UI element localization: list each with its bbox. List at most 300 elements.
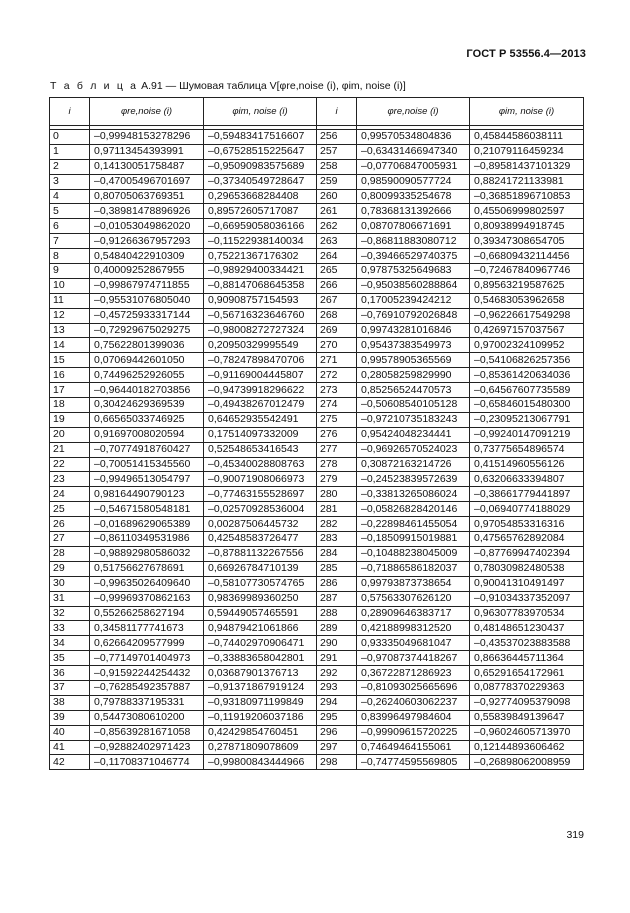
table-cell: –0,99635026409640 bbox=[90, 576, 204, 591]
table-cell: 0,07069442601050 bbox=[90, 353, 204, 368]
table-cell: 0,54840422910309 bbox=[90, 249, 204, 264]
table-cell: 0,98164490790123 bbox=[90, 487, 204, 502]
table-cell: 0,80938994918745 bbox=[470, 219, 584, 234]
table-cell: –0,56716323646760 bbox=[204, 308, 317, 323]
table-cell: –0,91592244254432 bbox=[90, 666, 204, 681]
table-cell: 0,27871809078609 bbox=[204, 740, 317, 755]
table-cell: 31 bbox=[50, 591, 90, 606]
table-cell: –0,78247898470706 bbox=[204, 353, 317, 368]
table-row bbox=[50, 740, 584, 755]
table-cell: –0,07706847005931 bbox=[357, 159, 470, 174]
table-cell: 279 bbox=[317, 472, 357, 487]
table-cell: –0,81093025665696 bbox=[357, 680, 470, 695]
table-cell: 259 bbox=[317, 174, 357, 189]
table-cell: 0,99570534804836 bbox=[357, 130, 470, 145]
table-cell: 280 bbox=[317, 487, 357, 502]
table-cell: 0,48148651230437 bbox=[470, 621, 584, 636]
table-cell: 0,57563307626120 bbox=[357, 591, 470, 606]
table-cell: –0,92882402971423 bbox=[90, 740, 204, 755]
table-cell: –0,37340549728647 bbox=[204, 174, 317, 189]
header-re-right: φre,noise (i) bbox=[357, 98, 470, 126]
table-cell: 4 bbox=[50, 189, 90, 204]
table-cell: 0,99578905365569 bbox=[357, 353, 470, 368]
table-cell: 0,96307783970534 bbox=[470, 606, 584, 621]
table-cell: 286 bbox=[317, 576, 357, 591]
table-cell: –0,97210735183243 bbox=[357, 412, 470, 427]
table-cell: 0,88241721133981 bbox=[470, 174, 584, 189]
table-body bbox=[50, 130, 584, 770]
table-cell: 278 bbox=[317, 457, 357, 472]
table-cell: –0,85361420634036 bbox=[470, 368, 584, 383]
table-cell: –0,45340028808763 bbox=[204, 457, 317, 472]
table-cell: 0,90908757154593 bbox=[204, 293, 317, 308]
table-row bbox=[50, 487, 584, 502]
table-cell: 294 bbox=[317, 695, 357, 710]
table-cell: 297 bbox=[317, 740, 357, 755]
table-cell: 0,74496252926055 bbox=[90, 368, 204, 383]
table-cell: 0,55266258627194 bbox=[90, 606, 204, 621]
table-cell: 8 bbox=[50, 249, 90, 264]
table-cell: –0,96440182703856 bbox=[90, 383, 204, 398]
caption-label: Т а б л и ц а bbox=[50, 80, 139, 92]
table-cell: –0,74774595569805 bbox=[357, 755, 470, 770]
table-cell: –0,59483417516607 bbox=[204, 130, 317, 145]
table-cell: 0,85256524470573 bbox=[357, 383, 470, 398]
table-cell: 0,93335049681047 bbox=[357, 636, 470, 651]
table-row bbox=[50, 338, 584, 353]
table-cell: –0,95038560288864 bbox=[357, 278, 470, 293]
table-cell: 0,95437383549973 bbox=[357, 338, 470, 353]
table-cell: –0,06940774188029 bbox=[470, 502, 584, 517]
table-cell: 0,80705063769351 bbox=[90, 189, 204, 204]
table-cell: –0,98008272727324 bbox=[204, 323, 317, 338]
table-cell: 17 bbox=[50, 383, 90, 398]
table-row bbox=[50, 130, 584, 145]
table-cell: 32 bbox=[50, 606, 90, 621]
table-row bbox=[50, 561, 584, 576]
table-cell: 291 bbox=[317, 651, 357, 666]
table-cell: –0,98929400334421 bbox=[204, 264, 317, 279]
table-cell: 0,29653668284408 bbox=[204, 189, 317, 204]
table-cell: 0,51756627678691 bbox=[90, 561, 204, 576]
table-cell: –0,91034337352097 bbox=[470, 591, 584, 606]
table-cell: –0,01053049862020 bbox=[90, 219, 204, 234]
table-cell: –0,33883658042801 bbox=[204, 651, 317, 666]
table-cell: 275 bbox=[317, 412, 357, 427]
table-cell: 0,36722871286923 bbox=[357, 666, 470, 681]
table-cell: –0,33813265086024 bbox=[357, 487, 470, 502]
table-cell: 261 bbox=[317, 204, 357, 219]
table-cell: –0,91371867919124 bbox=[204, 680, 317, 695]
table-cell: 290 bbox=[317, 636, 357, 651]
table-cell: 36 bbox=[50, 666, 90, 681]
table-cell: 0,75221367176302 bbox=[204, 249, 317, 264]
table-row bbox=[50, 666, 584, 681]
table-cell: 0,94879421061866 bbox=[204, 621, 317, 636]
table-cell: 289 bbox=[317, 621, 357, 636]
table-row bbox=[50, 174, 584, 189]
table-cell: 0,79788337195331 bbox=[90, 695, 204, 710]
table-cell: –0,77463155528697 bbox=[204, 487, 317, 502]
table-cell: –0,58107730574765 bbox=[204, 576, 317, 591]
table-cell: 264 bbox=[317, 249, 357, 264]
table-cell: –0,86811883080712 bbox=[357, 234, 470, 249]
table-cell: 3 bbox=[50, 174, 90, 189]
table-cell: –0,39466529740375 bbox=[357, 249, 470, 264]
page-number: 319 bbox=[566, 829, 584, 841]
table-cell: 15 bbox=[50, 353, 90, 368]
table-cell: 0 bbox=[50, 130, 90, 145]
table-cell: 0,78030982480538 bbox=[470, 561, 584, 576]
table-cell: 0,65291654172961 bbox=[470, 666, 584, 681]
table-cell: 260 bbox=[317, 189, 357, 204]
header-i-right: i bbox=[317, 98, 357, 126]
table-cell: 0,83996497984604 bbox=[357, 710, 470, 725]
table-cell: 39 bbox=[50, 710, 90, 725]
table-cell: 0,42697157037567 bbox=[470, 323, 584, 338]
table-row bbox=[50, 264, 584, 279]
table-cell: 16 bbox=[50, 368, 90, 383]
table-row bbox=[50, 680, 584, 695]
table-cell: 6 bbox=[50, 219, 90, 234]
table-cell: –0,99240147091219 bbox=[470, 427, 584, 442]
table-row bbox=[50, 144, 584, 159]
table-cell: 34 bbox=[50, 636, 90, 651]
table-cell: 19 bbox=[50, 412, 90, 427]
table-cell: 0,30424629369539 bbox=[90, 398, 204, 413]
table-cell: –0,66809432114456 bbox=[470, 249, 584, 264]
table-row bbox=[50, 517, 584, 532]
table-cell: 0,39347308654705 bbox=[470, 234, 584, 249]
table-cell: 0,75622801399036 bbox=[90, 338, 204, 353]
table-cell: –0,54106826257356 bbox=[470, 353, 584, 368]
table-cell: 266 bbox=[317, 278, 357, 293]
table-cell: –0,26240603062237 bbox=[357, 695, 470, 710]
table-cell: 21 bbox=[50, 442, 90, 457]
table-cell: 30 bbox=[50, 576, 90, 591]
table-cell: –0,99909615720225 bbox=[357, 725, 470, 740]
table-row bbox=[50, 710, 584, 725]
table-cell: 0,62664209577999 bbox=[90, 636, 204, 651]
table-cell: –0,49438267012479 bbox=[204, 398, 317, 413]
table-cell: 0,41514960556126 bbox=[470, 457, 584, 472]
table-row bbox=[50, 606, 584, 621]
table-cell: 0,42548583726477 bbox=[204, 532, 317, 547]
table-cell: 0,97002324109952 bbox=[470, 338, 584, 353]
table-row bbox=[50, 755, 584, 770]
table-cell: 0,20950329995549 bbox=[204, 338, 317, 353]
table-cell: 22 bbox=[50, 457, 90, 472]
table-cell: –0,87881132267556 bbox=[204, 546, 317, 561]
header-im-right: φim, noise (i) bbox=[470, 98, 584, 126]
table-cell: –0,87769947402394 bbox=[470, 546, 584, 561]
table-cell: 0,99793873738654 bbox=[357, 576, 470, 591]
table-cell: 0,66565033746925 bbox=[90, 412, 204, 427]
table-cell: –0,99969370862163 bbox=[90, 591, 204, 606]
header-i-left: i bbox=[50, 98, 90, 126]
table-cell: –0,05826828420146 bbox=[357, 502, 470, 517]
table-row bbox=[50, 323, 584, 338]
table-row bbox=[50, 249, 584, 264]
noise-table bbox=[49, 97, 584, 770]
table-cell: 298 bbox=[317, 755, 357, 770]
table-cell: 277 bbox=[317, 442, 357, 457]
table-cell: 270 bbox=[317, 338, 357, 353]
table-cell: 0,80099335254678 bbox=[357, 189, 470, 204]
table-cell: 7 bbox=[50, 234, 90, 249]
table-cell: –0,50608540105128 bbox=[357, 398, 470, 413]
table-cell: –0,72467840967746 bbox=[470, 264, 584, 279]
table-cell: 0,95424048234441 bbox=[357, 427, 470, 442]
table-cell: 25 bbox=[50, 502, 90, 517]
table-cell: –0,63431466947340 bbox=[357, 144, 470, 159]
table-cell: 0,86636445711364 bbox=[470, 651, 584, 666]
table-cell: –0,74402970906471 bbox=[204, 636, 317, 651]
table-row bbox=[50, 502, 584, 517]
table-row bbox=[50, 219, 584, 234]
table-cell: 262 bbox=[317, 219, 357, 234]
table-row bbox=[50, 695, 584, 710]
table-cell: 26 bbox=[50, 517, 90, 532]
table-cell: –0,99496513054797 bbox=[90, 472, 204, 487]
table-row bbox=[50, 234, 584, 249]
table-row bbox=[50, 308, 584, 323]
table-cell: 0,97875325649683 bbox=[357, 264, 470, 279]
table-cell: 0,40009252867955 bbox=[90, 264, 204, 279]
table-row bbox=[50, 368, 584, 383]
table-row bbox=[50, 576, 584, 591]
table-cell: 0,28909646383717 bbox=[357, 606, 470, 621]
table-row bbox=[50, 457, 584, 472]
table-cell: 292 bbox=[317, 666, 357, 681]
table-cell: 23 bbox=[50, 472, 90, 487]
table-row bbox=[50, 546, 584, 561]
table-cell: –0,70051415345560 bbox=[90, 457, 204, 472]
table-cell: –0,92774095379098 bbox=[470, 695, 584, 710]
table-cell: 269 bbox=[317, 323, 357, 338]
table-cell: 0,12144893606462 bbox=[470, 740, 584, 755]
table-cell: –0,98892980586032 bbox=[90, 546, 204, 561]
table-row bbox=[50, 398, 584, 413]
table-cell: –0,88147068645358 bbox=[204, 278, 317, 293]
table-cell: 285 bbox=[317, 561, 357, 576]
table-cell: 0,89563219587625 bbox=[470, 278, 584, 293]
table-cell: –0,66959058036166 bbox=[204, 219, 317, 234]
table-cell: 0,64652935542491 bbox=[204, 412, 317, 427]
table-row bbox=[50, 532, 584, 547]
table-cell: –0,02570928536004 bbox=[204, 502, 317, 517]
table-cell: 273 bbox=[317, 383, 357, 398]
table-row bbox=[50, 159, 584, 174]
table-cell: 0,99743281016846 bbox=[357, 323, 470, 338]
table-row bbox=[50, 472, 584, 487]
table-row bbox=[50, 383, 584, 398]
table-header-row bbox=[50, 98, 584, 126]
table-row bbox=[50, 278, 584, 293]
table-cell: –0,26898062008959 bbox=[470, 755, 584, 770]
table-row bbox=[50, 293, 584, 308]
table-cell: 0,47565762892084 bbox=[470, 532, 584, 547]
table-cell: 0,97054853316316 bbox=[470, 517, 584, 532]
table-cell: 267 bbox=[317, 293, 357, 308]
table-cell: 0,78368131392666 bbox=[357, 204, 470, 219]
table-cell: 0,42429854760451 bbox=[204, 725, 317, 740]
table-cell: 0,73775654896574 bbox=[470, 442, 584, 457]
table-cell: 37 bbox=[50, 680, 90, 695]
table-cell: 256 bbox=[317, 130, 357, 145]
table-cell: 41 bbox=[50, 740, 90, 755]
table-cell: 0,14130051758487 bbox=[90, 159, 204, 174]
table-cell: –0,99800843444966 bbox=[204, 755, 317, 770]
table-cell: 0,08707806671691 bbox=[357, 219, 470, 234]
table-cell: 0,54683053962658 bbox=[470, 293, 584, 308]
table-cell: –0,65846015480300 bbox=[470, 398, 584, 413]
table-cell: 0,08778370229363 bbox=[470, 680, 584, 695]
table-row bbox=[50, 189, 584, 204]
table-cell: –0,24523839572639 bbox=[357, 472, 470, 487]
caption-text: А.91 — Шумовая таблица V[φre,noise (i), φim, noise (i)] bbox=[141, 80, 406, 92]
table-cell: –0,23095213067791 bbox=[470, 412, 584, 427]
table-cell: –0,01689629065389 bbox=[90, 517, 204, 532]
table-cell: 42 bbox=[50, 755, 90, 770]
table-cell: 35 bbox=[50, 651, 90, 666]
table-cell: –0,47005496701697 bbox=[90, 174, 204, 189]
table-cell: 0,54473080610200 bbox=[90, 710, 204, 725]
table-cell: –0,11708371046774 bbox=[90, 755, 204, 770]
table-cell: 287 bbox=[317, 591, 357, 606]
table-cell: 0,90041310491497 bbox=[470, 576, 584, 591]
table-cell: 0,00287506445732 bbox=[204, 517, 317, 532]
table-cell: 271 bbox=[317, 353, 357, 368]
table-cell: 276 bbox=[317, 427, 357, 442]
table-cell: –0,11522938140034 bbox=[204, 234, 317, 249]
table-cell: –0,91169004445807 bbox=[204, 368, 317, 383]
table-cell: –0,72929675029275 bbox=[90, 323, 204, 338]
table-cell: 0,42188998312520 bbox=[357, 621, 470, 636]
table-cell: 33 bbox=[50, 621, 90, 636]
table-cell: –0,67528515225647 bbox=[204, 144, 317, 159]
table-row bbox=[50, 636, 584, 651]
table-cell: –0,97087374418267 bbox=[357, 651, 470, 666]
table-cell: 0,98590090577724 bbox=[357, 174, 470, 189]
table-cell: 0,17514097332009 bbox=[204, 427, 317, 442]
table-cell: 296 bbox=[317, 725, 357, 740]
table-cell: –0,85639281671058 bbox=[90, 725, 204, 740]
table-cell: 282 bbox=[317, 517, 357, 532]
table-cell: –0,64567607735589 bbox=[470, 383, 584, 398]
table-cell: 0,45844586038111 bbox=[470, 130, 584, 145]
table-cell: –0,70774918760427 bbox=[90, 442, 204, 457]
table-cell: –0,10488238045009 bbox=[357, 546, 470, 561]
table-cell: 5 bbox=[50, 204, 90, 219]
header-im-left: φim, noise (i) bbox=[204, 98, 317, 126]
table-row bbox=[50, 651, 584, 666]
table-cell: 257 bbox=[317, 144, 357, 159]
header-re-left: φre,noise (i) bbox=[90, 98, 204, 126]
table-cell: –0,11919206037186 bbox=[204, 710, 317, 725]
table-cell: 11 bbox=[50, 293, 90, 308]
table-cell: 2 bbox=[50, 159, 90, 174]
table-cell: 265 bbox=[317, 264, 357, 279]
table-row bbox=[50, 204, 584, 219]
table-cell: 281 bbox=[317, 502, 357, 517]
table-cell: –0,76285492357887 bbox=[90, 680, 204, 695]
table-cell: 29 bbox=[50, 561, 90, 576]
table-cell: 14 bbox=[50, 338, 90, 353]
table-cell: –0,22898461455054 bbox=[357, 517, 470, 532]
table-cell: –0,36851896710853 bbox=[470, 189, 584, 204]
table-cell: 274 bbox=[317, 398, 357, 413]
table-cell: 0,63206633394807 bbox=[470, 472, 584, 487]
table-cell: –0,77149701404973 bbox=[90, 651, 204, 666]
table-cell: 9 bbox=[50, 264, 90, 279]
table-cell: –0,95531076805040 bbox=[90, 293, 204, 308]
table-cell: –0,38981478896926 bbox=[90, 204, 204, 219]
table-cell: 288 bbox=[317, 606, 357, 621]
table-cell: 24 bbox=[50, 487, 90, 502]
table-cell: 10 bbox=[50, 278, 90, 293]
table-cell: –0,76910792026848 bbox=[357, 308, 470, 323]
table-cell: 0,55839849139647 bbox=[470, 710, 584, 725]
table-cell: 272 bbox=[317, 368, 357, 383]
table-cell: 0,59449057465591 bbox=[204, 606, 317, 621]
table-cell: 1 bbox=[50, 144, 90, 159]
table-cell: 18 bbox=[50, 398, 90, 413]
table-cell: 0,28058259829990 bbox=[357, 368, 470, 383]
table-cell: –0,54671580548181 bbox=[90, 502, 204, 517]
standard-header: ГОСТ Р 53556.4—2013 bbox=[466, 48, 586, 60]
table-cell: –0,96226617549298 bbox=[470, 308, 584, 323]
table-caption bbox=[50, 80, 406, 92]
table-cell: 293 bbox=[317, 680, 357, 695]
table-cell: 0,91697008020594 bbox=[90, 427, 204, 442]
table-cell: 295 bbox=[317, 710, 357, 725]
table-cell: 263 bbox=[317, 234, 357, 249]
table-cell: 27 bbox=[50, 532, 90, 547]
table-cell: –0,90071908066973 bbox=[204, 472, 317, 487]
table-row bbox=[50, 725, 584, 740]
table-cell: –0,89581437101329 bbox=[470, 159, 584, 174]
table-cell: –0,43537023883588 bbox=[470, 636, 584, 651]
table-cell: –0,38661779441897 bbox=[470, 487, 584, 502]
table-row bbox=[50, 353, 584, 368]
table-cell: 0,30872163214726 bbox=[357, 457, 470, 472]
table-cell: –0,99867974711855 bbox=[90, 278, 204, 293]
table-cell: –0,71886586182037 bbox=[357, 561, 470, 576]
table-cell: 0,66926784710139 bbox=[204, 561, 317, 576]
table-cell: –0,99948153278296 bbox=[90, 130, 204, 145]
table-cell: –0,96926570524023 bbox=[357, 442, 470, 457]
table-cell: 13 bbox=[50, 323, 90, 338]
table-row bbox=[50, 621, 584, 636]
table-cell: –0,93180971199849 bbox=[204, 695, 317, 710]
table-row bbox=[50, 442, 584, 457]
table-cell: –0,45725933317144 bbox=[90, 308, 204, 323]
table-cell: –0,86110349531986 bbox=[90, 532, 204, 547]
table-cell: 0,98369989360250 bbox=[204, 591, 317, 606]
table-cell: 28 bbox=[50, 546, 90, 561]
table-cell: 0,97113454393991 bbox=[90, 144, 204, 159]
table-cell: –0,94739918296622 bbox=[204, 383, 317, 398]
table-cell: 0,52548653416543 bbox=[204, 442, 317, 457]
table-row bbox=[50, 591, 584, 606]
table-cell: 20 bbox=[50, 427, 90, 442]
table-row bbox=[50, 412, 584, 427]
table-cell: 0,34581177741673 bbox=[90, 621, 204, 636]
table-cell: –0,18509915019881 bbox=[357, 532, 470, 547]
table-cell: 0,74649464155061 bbox=[357, 740, 470, 755]
table-cell: 268 bbox=[317, 308, 357, 323]
